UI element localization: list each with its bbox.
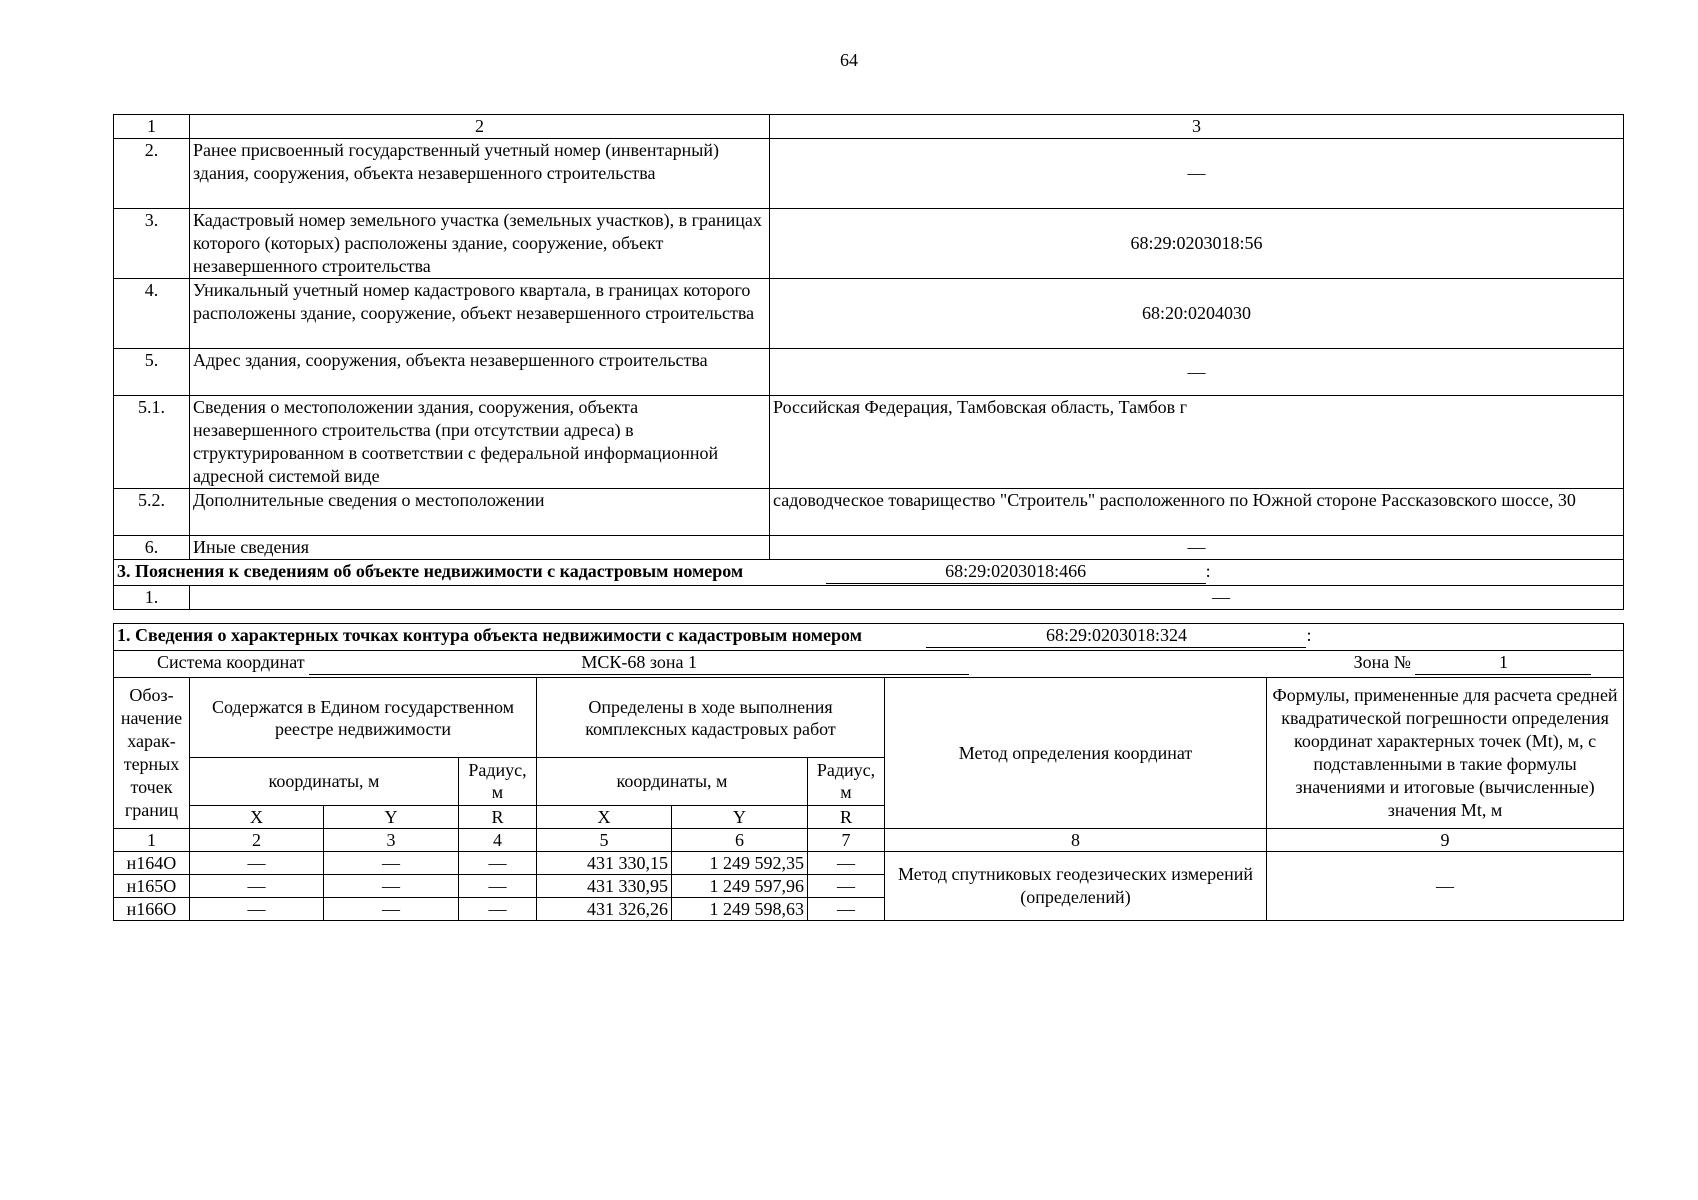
kkr-x: 431 326,26 — [537, 898, 672, 921]
kkr-x-header: X — [537, 805, 672, 828]
section3-title: 3. Пояснения к сведениям об объекте недвижимости с кадастровым номером — [117, 561, 744, 581]
object-info-table — [113, 114, 1624, 610]
coord-header-row-1 — [114, 678, 1624, 758]
egrn-radius-header: Радиус, м — [459, 758, 537, 806]
header-cell: 2 — [190, 115, 770, 139]
egrn-y-header: Y — [324, 805, 459, 828]
section1-title: 1. Сведения о характерных точках контура объекта недвижимости с кадастровым номером — [117, 625, 862, 645]
egrn-x: — — [190, 852, 324, 875]
col-number: 9 — [1267, 829, 1624, 852]
section3-cadastral-number: 68:29:0203018:466 — [826, 560, 1206, 584]
section3-row-value: — — [1212, 587, 1230, 607]
egrn-r: — — [459, 875, 537, 898]
col-number: 6 — [672, 829, 808, 852]
egrn-r: — — [459, 898, 537, 921]
method-header: Метод определения координат — [885, 678, 1267, 829]
row-label: Кадастровый номер земельного участка (земельных участков), в границах которого (которых) расположены здание, сооружение, объект незавершенного строительства — [190, 209, 770, 279]
row-number: 2. — [114, 139, 190, 209]
row-value: — — [770, 536, 1624, 560]
row-value: 68:20:0204030 — [770, 279, 1624, 349]
formula-header: Формулы, примененные для расчета средней квадратической погрешности определения координат характерных точек (Mt), м, с подставленными в такие формулы значениями и итоговые (вычисленные) значения Mt, м — [1267, 678, 1624, 829]
row-number: 5.1. — [114, 396, 190, 489]
row-value: садоводческое товарищество "Строитель" расположенного по Южной стороне Рассказовского шоссе, 30 — [770, 489, 1624, 536]
table-row — [114, 349, 1624, 396]
row-label: Иные сведения — [190, 536, 770, 560]
egrn-r: — — [459, 852, 537, 875]
page-number: 64 — [840, 50, 858, 70]
row-value: 68:29:0203018:56 — [770, 209, 1624, 279]
kkr-y: 1 249 592,35 — [672, 852, 808, 875]
row-number: 5.2. — [114, 489, 190, 536]
row-number: 4. — [114, 279, 190, 349]
coordinates-table — [113, 623, 1624, 921]
egrn-y: — — [324, 875, 459, 898]
column-numbers-row — [114, 829, 1624, 852]
egrn-x-header: X — [190, 805, 324, 828]
table-header-row — [114, 115, 1624, 139]
col-number: 2 — [190, 829, 324, 852]
section3-row — [114, 586, 1624, 610]
col-number: 4 — [459, 829, 537, 852]
table-row — [114, 396, 1624, 489]
designation-header: Обоз-начение харак-терных точек границ — [114, 678, 190, 829]
row-value: Российская Федерация, Тамбовская область, Тамбов г — [770, 396, 1624, 489]
kkr-x: 431 330,15 — [537, 852, 672, 875]
col-number: 3 — [324, 829, 459, 852]
row-label: Ранее присвоенный государственный учетный номер (инвентарный) здания, сооружения, объекта незавершенного строительства — [190, 139, 770, 209]
kkr-y: 1 249 598,63 — [672, 898, 808, 921]
kkr-y-header: Y — [672, 805, 808, 828]
coord-system-value: МСК-68 зона 1 — [309, 651, 969, 675]
row-number: 1. — [114, 586, 190, 610]
coord-system-label: Система координат — [157, 652, 305, 672]
section1-title-row — [114, 624, 1624, 651]
section3-suffix: : — [1205, 561, 1211, 581]
table-row — [114, 209, 1624, 279]
row-label: Сведения о местоположении здания, сооружения, объекта незавершенного строительства (при отсутствии адреса) в структурированном в соответствии с федеральной информационной адресной системой виде — [190, 396, 770, 489]
row-label: Адрес здания, сооружения, объекта незавершенного строительства — [190, 349, 770, 396]
formula-value: — — [1267, 852, 1624, 921]
row-value: — — [770, 349, 1624, 396]
coord-system-row — [114, 651, 1624, 678]
point-designation: н166О — [114, 898, 190, 921]
egrn-coords-header: координаты, м — [190, 758, 459, 806]
col-number: 1 — [114, 829, 190, 852]
row-number: 5. — [114, 349, 190, 396]
row-number: 3. — [114, 209, 190, 279]
kkr-r-header: R — [808, 805, 885, 828]
col-number: 8 — [885, 829, 1267, 852]
zone-label: Зона № — [1353, 652, 1411, 672]
egrn-x: — — [190, 898, 324, 921]
kkr-r: — — [808, 898, 885, 921]
section1-cadastral-number: 68:29:0203018:324 — [926, 624, 1306, 648]
section3-title-row — [114, 560, 1624, 586]
row-value: — — [770, 139, 1624, 209]
method-value: Метод спутниковых геодезических измерений (определений) — [885, 852, 1267, 921]
kkr-y: 1 249 597,96 — [672, 875, 808, 898]
header-cell: 1 — [114, 115, 190, 139]
table-row — [114, 139, 1624, 209]
point-designation: н165О — [114, 875, 190, 898]
kkr-x: 431 330,95 — [537, 875, 672, 898]
kkr-group-header: Определены в ходе выполнения комплексных кадастровых работ — [537, 678, 885, 758]
row-label: Дополнительные сведения о местоположении — [190, 489, 770, 536]
egrn-group-header: Содержатся в Едином государственном реестре недвижимости — [190, 678, 537, 758]
point-designation: н164О — [114, 852, 190, 875]
table-row — [114, 279, 1624, 349]
col-number: 5 — [537, 829, 672, 852]
egrn-r-header: R — [459, 805, 537, 828]
table-row — [114, 852, 1624, 875]
section1-suffix: : — [1306, 625, 1312, 645]
col-number: 7 — [808, 829, 885, 852]
header-cell: 3 — [770, 115, 1624, 139]
zone-value: 1 — [1415, 651, 1591, 675]
kkr-r: — — [808, 875, 885, 898]
kkr-coords-header: координаты, м — [537, 758, 808, 806]
row-label: Уникальный учетный номер кадастрового квартала, в границах которого расположены здание, сооружение, объект незавершенного строительства — [190, 279, 770, 349]
row-number: 6. — [114, 536, 190, 560]
kkr-r: — — [808, 852, 885, 875]
egrn-y: — — [324, 852, 459, 875]
egrn-y: — — [324, 898, 459, 921]
kkr-radius-header: Радиус, м — [808, 758, 885, 806]
table-row — [114, 536, 1624, 560]
table-row — [114, 489, 1624, 536]
egrn-x: — — [190, 875, 324, 898]
